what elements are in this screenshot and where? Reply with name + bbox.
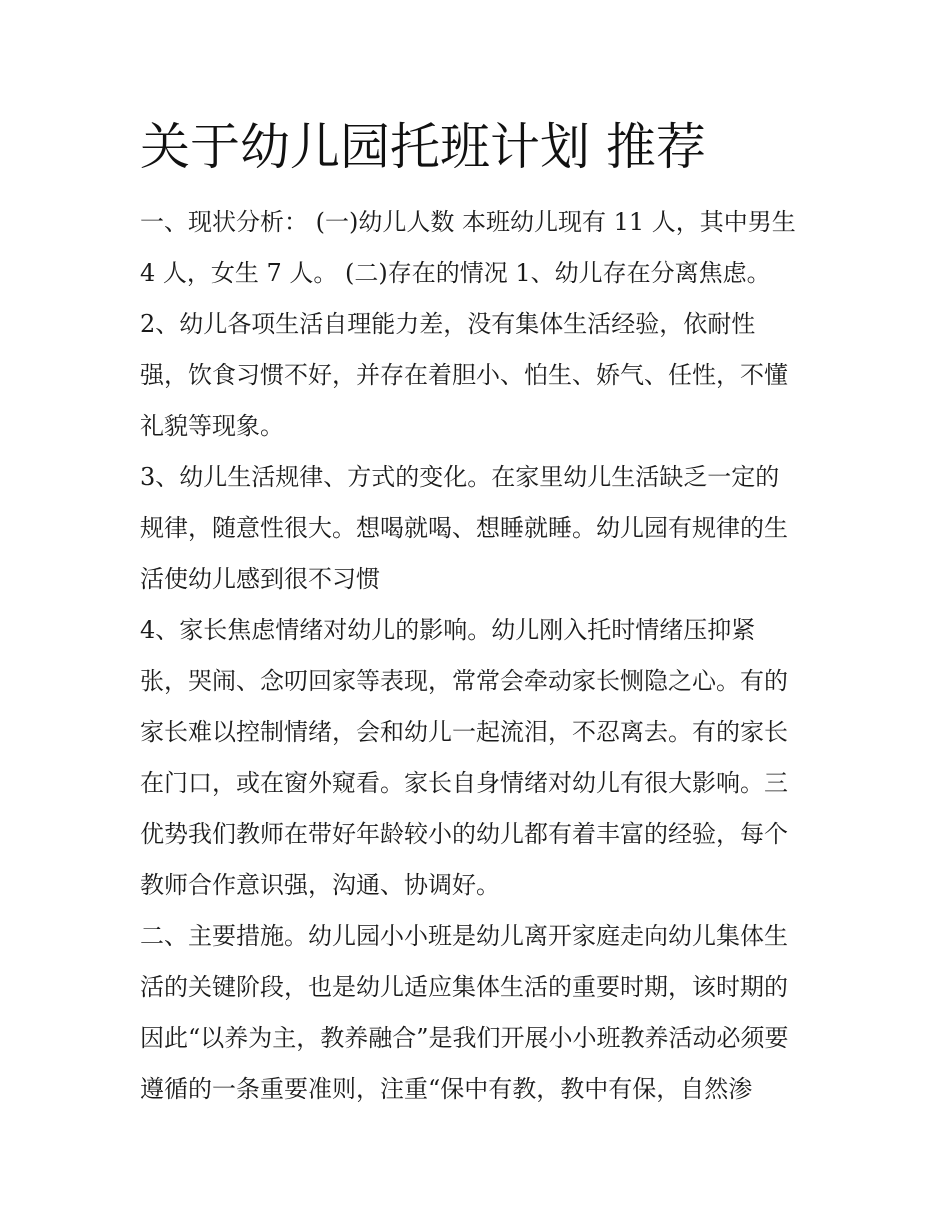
text-line: 遵循的一条重要准则，注重“保中有教，教中有保，自然渗 <box>140 1075 753 1103</box>
text-line: 活的关键阶段，也是幼儿适应集体生活的重要时期，该时期的 <box>140 973 788 1001</box>
text-line: 2、幼儿各项生活自理能力差，没有集体生活经验，依耐性 <box>140 310 756 338</box>
text-line: 活使幼儿感到很不习惯 <box>140 565 380 593</box>
text-line: 张，哭闹、念叨回家等表现，常常会牵动家长恻隐之心。有的 <box>140 667 788 695</box>
text-line: 一、现状分析： (一)幼儿人数 本班幼儿现有 11 人，其中男生 <box>140 208 796 236</box>
text-line: 家长难以控制情绪，会和幼儿一起流泪，不忍离去。有的家长 <box>140 718 788 746</box>
text-line: 强，饮食习惯不好，并存在着胆小、怕生、娇气、任性，不懂 <box>140 361 788 389</box>
text-line: 3、幼儿生活规律、方式的变化。在家里幼儿生活缺乏一定的 <box>140 463 780 491</box>
text-line: 4、家长焦虑情绪对幼儿的影响。幼儿刚入托时情绪压抑紧 <box>140 616 756 644</box>
text-line: 4 人，女生 7 人。 (二)存在的情况 1、幼儿存在分离焦虑。 <box>140 259 771 287</box>
text-line: 教师合作意识强，沟通、协调好。 <box>140 871 500 899</box>
document-title: 关于幼儿园托班计划 推荐 <box>140 118 706 176</box>
text-line: 礼貌等现象。 <box>140 412 284 440</box>
text-line: 优势我们教师在带好年龄较小的幼儿都有着丰富的经验，每个 <box>140 820 788 848</box>
text-line: 因此“以养为主，教养融合”是我们开展小小班教养活动必须要 <box>140 1024 789 1052</box>
text-line: 在门口，或在窗外窥看。家长自身情绪对幼儿有很大影响。三 <box>140 769 788 797</box>
text-line: 规律，随意性很大。想喝就喝、想睡就睡。幼儿园有规律的生 <box>140 514 788 542</box>
text-line: 二、主要措施。幼儿园小小班是幼儿离开家庭走向幼儿集体生 <box>140 922 788 950</box>
